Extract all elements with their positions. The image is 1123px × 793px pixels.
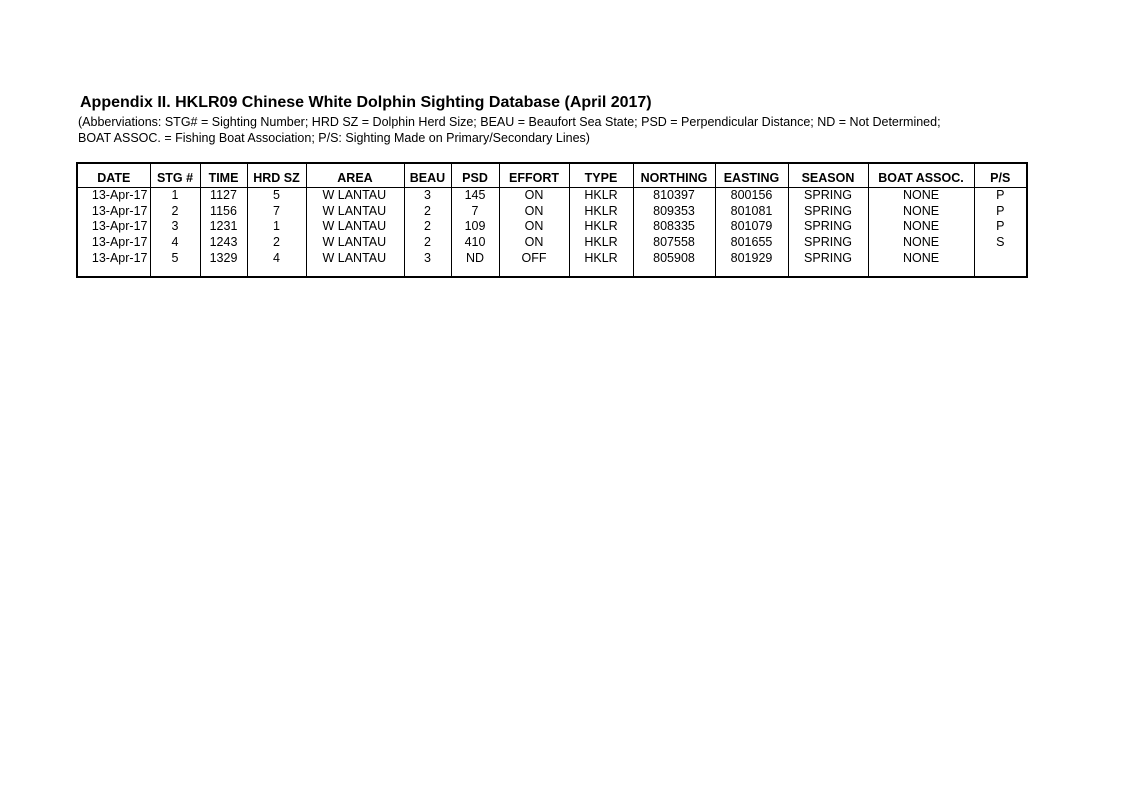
table-cell: P bbox=[974, 219, 1027, 235]
table-cell bbox=[788, 266, 868, 277]
column-header: TIME bbox=[200, 163, 247, 188]
table-cell: 3 bbox=[404, 188, 451, 204]
table-cell: SPRING bbox=[788, 188, 868, 204]
table-cell: W LANTAU bbox=[306, 219, 404, 235]
table-cell bbox=[451, 266, 499, 277]
table-cell: P bbox=[974, 204, 1027, 220]
table-cell: HKLR bbox=[569, 219, 633, 235]
table-cell: 1329 bbox=[200, 251, 247, 267]
table-cell: HKLR bbox=[569, 235, 633, 251]
table-cell: SPRING bbox=[788, 204, 868, 220]
table-cell: 801081 bbox=[715, 204, 788, 220]
table-cell: W LANTAU bbox=[306, 204, 404, 220]
column-header: STG # bbox=[150, 163, 200, 188]
column-header: DATE bbox=[77, 163, 150, 188]
table-cell: 145 bbox=[451, 188, 499, 204]
table-cell: 410 bbox=[451, 235, 499, 251]
abbreviations-line-2: BOAT ASSOC. = Fishing Boat Association; P/S: Sighting Made on Primary/Secondary Lines) bbox=[78, 131, 590, 145]
table-cell: 810397 bbox=[633, 188, 715, 204]
table-cell: 800156 bbox=[715, 188, 788, 204]
table-cell: 805908 bbox=[633, 251, 715, 267]
table-cell: 1 bbox=[150, 188, 200, 204]
table-cell: 13-Apr-17 bbox=[91, 219, 148, 234]
table-cell: W LANTAU bbox=[306, 188, 404, 204]
table-cell: 1243 bbox=[200, 235, 247, 251]
column-header: SEASON bbox=[788, 163, 868, 188]
column-header: HRD SZ bbox=[247, 163, 306, 188]
table-cell: 809353 bbox=[633, 204, 715, 220]
table-cell: SPRING bbox=[788, 219, 868, 235]
table-cell: 3 bbox=[150, 219, 200, 235]
table-cell: HKLR bbox=[569, 251, 633, 267]
table-cell: ON bbox=[499, 235, 569, 251]
table-cell: 7 bbox=[451, 204, 499, 220]
table-cell: W LANTAU bbox=[306, 251, 404, 267]
table-cell: 4 bbox=[150, 235, 200, 251]
table-cell: 801929 bbox=[715, 251, 788, 267]
column-header: NORTHING bbox=[633, 163, 715, 188]
table-cell bbox=[150, 266, 200, 277]
table-header-row bbox=[77, 163, 1027, 188]
table-row bbox=[77, 204, 1027, 220]
table-cell bbox=[633, 266, 715, 277]
table-cell: P bbox=[974, 188, 1027, 204]
table-cell: 109 bbox=[451, 219, 499, 235]
table-cell: SPRING bbox=[788, 251, 868, 267]
column-header: BOAT ASSOC. bbox=[868, 163, 974, 188]
table-cell: 3 bbox=[404, 251, 451, 267]
column-header: TYPE bbox=[569, 163, 633, 188]
column-header: PSD bbox=[451, 163, 499, 188]
table-cell: SPRING bbox=[788, 235, 868, 251]
table-row bbox=[77, 235, 1027, 251]
table-cell: ON bbox=[499, 188, 569, 204]
table-cell: 2 bbox=[150, 204, 200, 220]
table-cell: 13-Apr-17 bbox=[91, 188, 148, 203]
table-cell: 5 bbox=[247, 188, 306, 204]
column-header: EFFORT bbox=[499, 163, 569, 188]
table-cell: 13-Apr-17 bbox=[91, 250, 148, 265]
document-title: Appendix II. HKLR09 Chinese White Dolphin Sighting Database (April 2017) bbox=[80, 94, 652, 111]
table-cell: NONE bbox=[868, 219, 974, 235]
table-cell: NONE bbox=[868, 251, 974, 267]
table-cell: 2 bbox=[404, 219, 451, 235]
table-cell bbox=[404, 266, 451, 277]
table-cell: 1156 bbox=[200, 204, 247, 220]
table-cell: 1 bbox=[247, 219, 306, 235]
table-row bbox=[77, 188, 1027, 204]
table-cell: 807558 bbox=[633, 235, 715, 251]
table-cell bbox=[200, 266, 247, 277]
abbreviations-note bbox=[78, 114, 1038, 146]
table-cell bbox=[974, 251, 1027, 267]
table-cell: 2 bbox=[404, 235, 451, 251]
table-cell: 1127 bbox=[200, 188, 247, 204]
column-header: P/S bbox=[974, 163, 1027, 188]
table-cell bbox=[715, 266, 788, 277]
table-cell: 13-Apr-17 bbox=[91, 203, 148, 218]
table-cell bbox=[499, 266, 569, 277]
table-spacer-row bbox=[77, 266, 1027, 277]
table-cell: ON bbox=[499, 219, 569, 235]
table-cell: 1231 bbox=[200, 219, 247, 235]
abbreviations-line-1: (Abberviations: STG# = Sighting Number; HRD SZ = Dolphin Herd Size; BEAU = Beaufort Sea State; PSD = Perpendicular Distance; ND = Not Determined; bbox=[78, 115, 941, 129]
table-cell bbox=[868, 266, 974, 277]
table-cell: OFF bbox=[499, 251, 569, 267]
column-header: AREA bbox=[306, 163, 404, 188]
column-header: BEAU bbox=[404, 163, 451, 188]
column-header: EASTING bbox=[715, 163, 788, 188]
table-cell bbox=[306, 266, 404, 277]
table-cell: NONE bbox=[868, 188, 974, 204]
table-cell: 801079 bbox=[715, 219, 788, 235]
table-cell bbox=[569, 266, 633, 277]
table-cell: 2 bbox=[404, 204, 451, 220]
table-cell: 7 bbox=[247, 204, 306, 220]
table-cell: 13-Apr-17 bbox=[91, 235, 148, 250]
table-cell: NONE bbox=[868, 235, 974, 251]
table-cell: W LANTAU bbox=[306, 235, 404, 251]
table-cell: 5 bbox=[150, 251, 200, 267]
table-cell bbox=[247, 266, 306, 277]
table-cell bbox=[974, 266, 1027, 277]
sighting-table bbox=[76, 162, 1028, 278]
table-cell bbox=[77, 266, 150, 277]
table-cell: S bbox=[974, 235, 1027, 251]
table-cell: 2 bbox=[247, 235, 306, 251]
table-cell: HKLR bbox=[569, 204, 633, 220]
table-cell: 4 bbox=[247, 251, 306, 267]
table-cell: 808335 bbox=[633, 219, 715, 235]
table-cell: HKLR bbox=[569, 188, 633, 204]
table-cell: NONE bbox=[868, 204, 974, 220]
table-cell: ND bbox=[451, 251, 499, 267]
table-cell: 801655 bbox=[715, 235, 788, 251]
table-row bbox=[77, 251, 1027, 267]
table-row bbox=[77, 219, 1027, 235]
table-cell: ON bbox=[499, 204, 569, 220]
